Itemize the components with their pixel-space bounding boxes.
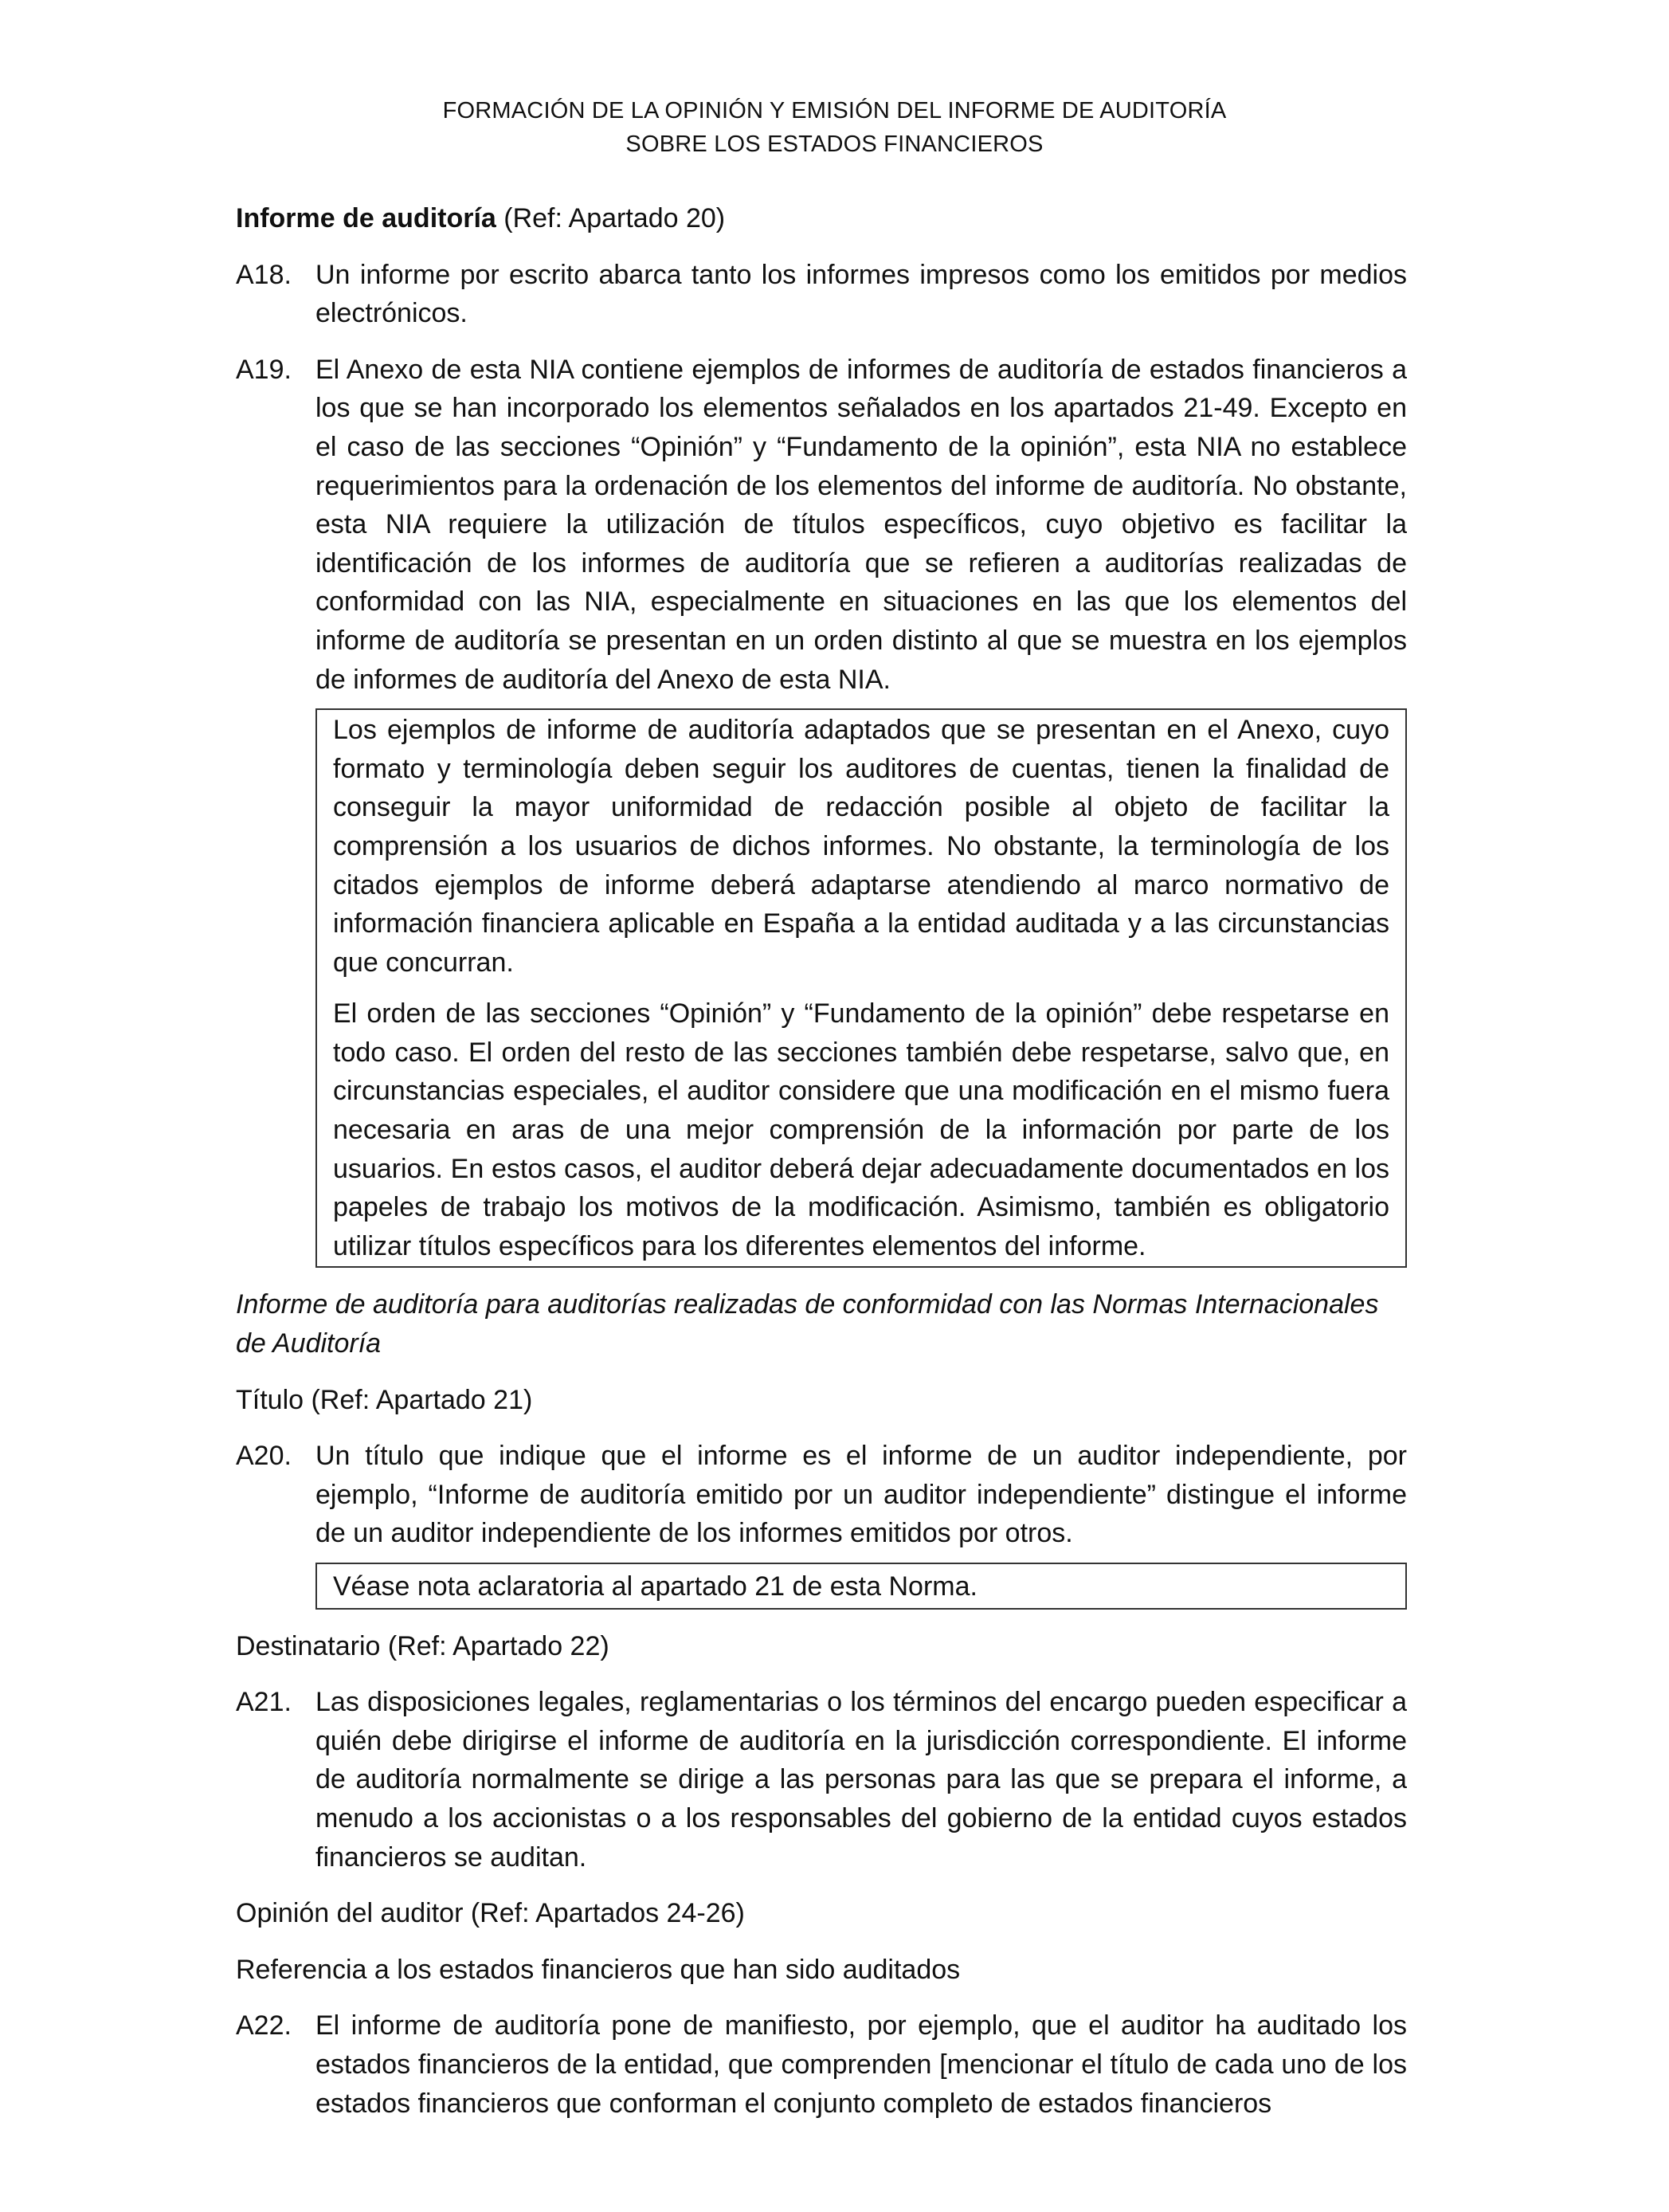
paragraph-number: A22.: [236, 2010, 292, 2041]
paragraph-text: Un informe por escrito abarca tanto los informes impresos como los emitidos por medios electrónicos.: [315, 259, 1407, 329]
paragraph-text: Las disposiciones legales, reglamentarias o los términos del encargo pueden especificar a quién debe dirigirse el informe de auditoría en la jurisdicción correspondiente. El informe de auditoría normalmente se dirige a las personas para las que se prepara el informe, a menudo a los accionistas o a los responsables del gobierno de la entidad cuyos estados financieros se auditan.: [315, 1687, 1407, 1873]
paragraph-text: Un título que indique que el informe es el informe de un auditor independiente, por ejemplo, “Informe de auditoría emitido por un auditor independiente” distingue el informe de un auditor independiente de los informes emitidos por otros.: [315, 1441, 1407, 1549]
note-box-titulo: [315, 1563, 1407, 1610]
note-box-text: Véase nota aclaratoria al apartado 21 de esta Norma.: [333, 1571, 978, 1602]
section-heading-bold: Informe de auditoría: [236, 203, 496, 233]
section-heading-informe: [236, 199, 1407, 238]
italic-subheading: Informe de auditoría para auditorías realizadas de conformidad con las Normas Internacionales de Auditoría: [236, 1289, 1379, 1359]
note-box-spain-adaptation: [315, 708, 1407, 1268]
running-header: [0, 94, 1669, 161]
section-heading-ref: (Ref: Apartado 20): [496, 203, 726, 233]
paragraph-a20: [236, 1437, 1407, 1553]
subheading-opinion: Opinión del auditor (Ref: Apartados 24-26): [236, 1898, 745, 1929]
paragraph-number: A18.: [236, 259, 292, 290]
paragraph-a22: [236, 2006, 1407, 2123]
subheading-referencia: Referencia a los estados financieros que han sido auditados: [236, 1954, 961, 1985]
header-line-1: FORMACIÓN DE LA OPINIÓN Y EMISIÓN DEL INFORME DE AUDITORÍA: [442, 98, 1227, 124]
subheading-destinatario: Destinatario (Ref: Apartado 22): [236, 1630, 609, 1661]
note-box-paragraph-2: El orden de las secciones “Opinión” y “Fundamento de la opinión” debe respetarse en todo caso. El orden del resto de las secciones también debe respetarse, salvo que, en circunstancias especiales, el auditor considere que una modificación en el mismo fuera necesaria en aras de una mejor comprensión de la información por parte de los usuarios. En estos casos, el auditor deberá dejar adecuadamente documentados en los papeles de trabajo los motivos de la modificación. Asimismo, también es obligatorio utilizar títulos específicos para los diferentes elementos del informe.: [333, 998, 1389, 1261]
paragraph-a21: [236, 1683, 1407, 1877]
paragraph-a19: [236, 351, 1407, 699]
document-body: [236, 199, 1407, 2140]
paragraph-text: El Anexo de esta NIA contiene ejemplos de informes de auditoría de estados financieros a los que se han incorporado los elementos señalados en los apartados 21-49. Excepto en el caso de las secciones “Opinión” y “Fundamento de la opinión”, esta NIA no establece requerimientos para la ordenación de los elementos del informe de auditoría. No obstante, esta NIA requiere la utilización de títulos específicos, cuyo objetivo es facilitar la identificación de los informes de auditoría que se refieren a auditorías realizadas de conformidad con las NIA, especialmente en situaciones en las que los elementos del informe de auditoría se presentan en un orden distinto al que se muestra en los ejemplos de informes de auditoría del Anexo de esta NIA.: [315, 354, 1407, 695]
paragraph-number: A20.: [236, 1441, 292, 1472]
subheading-titulo: Título (Ref: Apartado 21): [236, 1384, 533, 1415]
paragraph-number: A21.: [236, 1687, 292, 1718]
paragraph-text: El informe de auditoría pone de manifiesto, por ejemplo, que el auditor ha auditado los estados financieros de la entidad, que comprenden [mencionar el título de cada uno de los estados financieros que conforman el conjunto completo de estados financieros: [315, 2010, 1407, 2119]
paragraph-a18: [236, 256, 1407, 333]
note-box-paragraph-1: Los ejemplos de informe de auditoría adaptados que se presentan en el Anexo, cuyo formato y terminología deben seguir los auditores de cuentas, tienen la finalidad de conseguir la mayor uniformidad de redacción posible al objeto de facilitar la comprensión a los usuarios de dichos informes. No obstante, la terminología de los citados ejemplos de informe deberá adaptarse atendiendo al marco normativo de información financiera aplicable en España a la entidad auditada y a las circunstancias que concurran.: [333, 715, 1389, 978]
header-line-2: SOBRE LOS ESTADOS FINANCIEROS: [625, 131, 1044, 157]
paragraph-number: A19.: [236, 354, 292, 385]
